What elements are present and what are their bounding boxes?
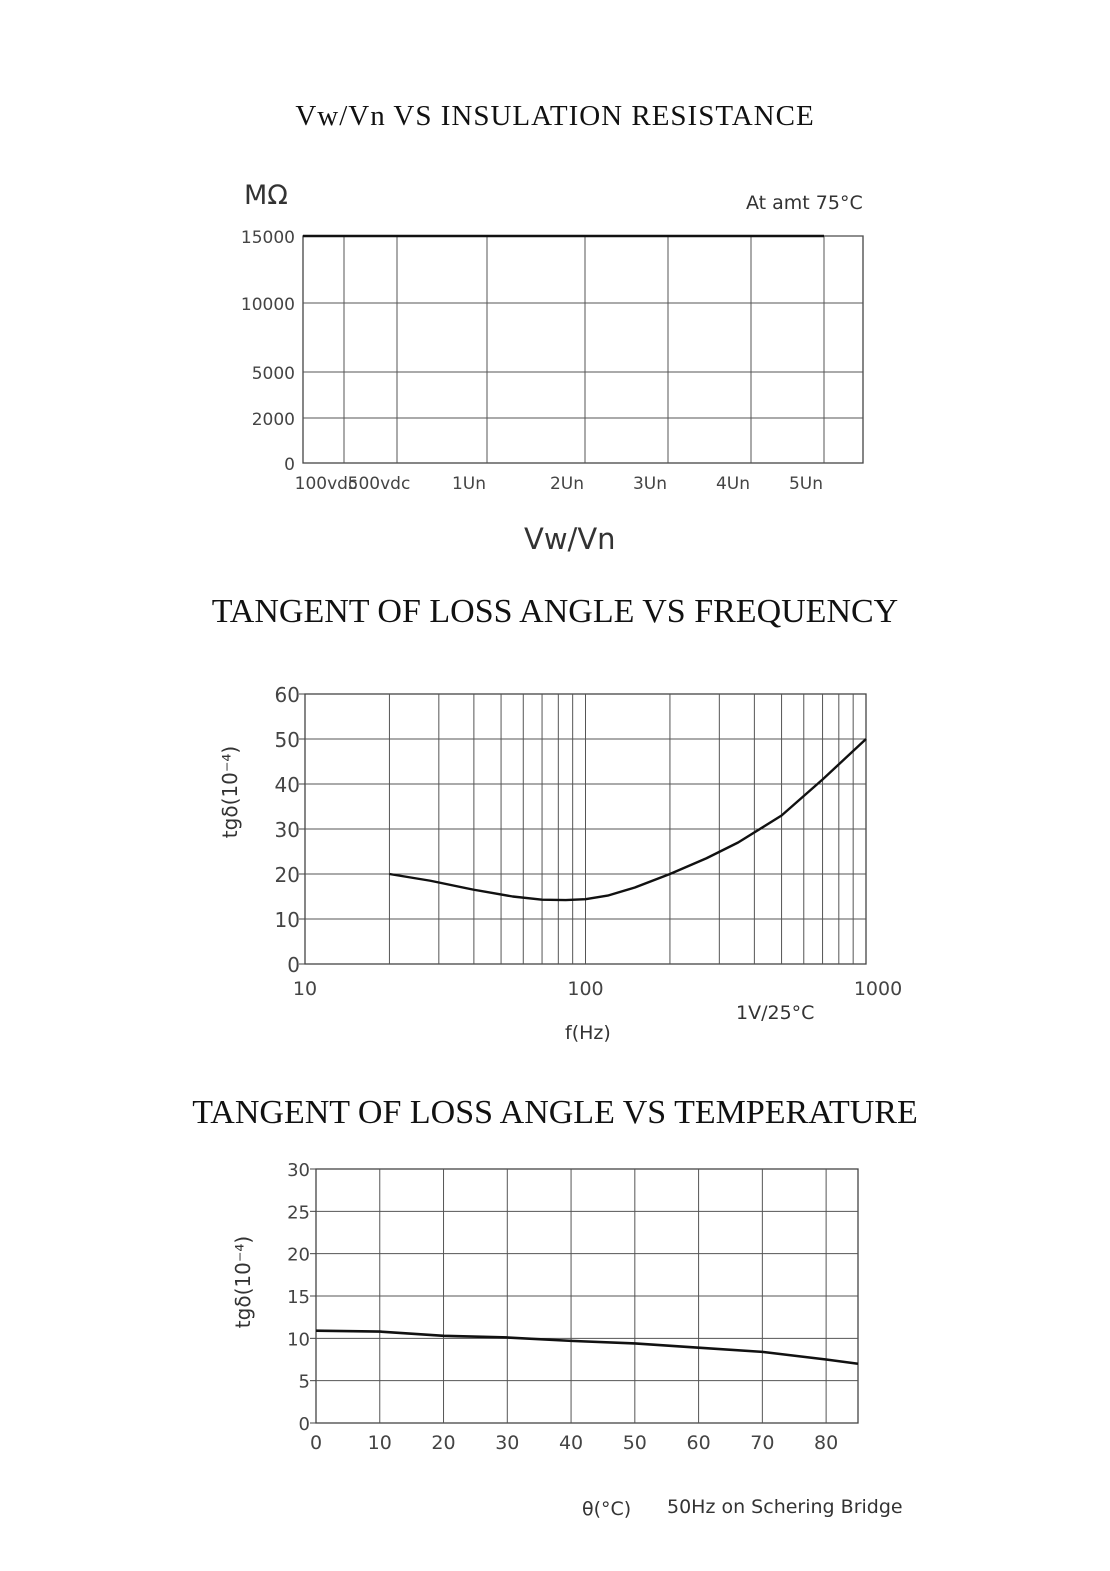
- chart1-annotation: At amt 75°C: [746, 192, 863, 214]
- chart1-x-tick-label: 5Un: [788, 474, 824, 494]
- chart3-annotation: 50Hz on Schering Bridge: [667, 1496, 903, 1518]
- chart1-y-tick-label: 5000: [251, 364, 295, 384]
- chart3-x-tick-label: 10: [367, 1432, 392, 1454]
- chart2-y-axis-title: tgδ(10⁻⁴): [218, 745, 242, 839]
- chart3-y-axis-title: tgδ(10⁻⁴): [231, 1235, 255, 1329]
- chart3-x-tick-label: 60: [686, 1432, 711, 1454]
- chart3-x-tick-label: 0: [309, 1432, 323, 1454]
- chart2-annotation: 1V/25°C: [736, 1002, 815, 1024]
- chart3-title: TANGENT OF LOSS ANGLE VS TEMPERATURE: [192, 1094, 918, 1131]
- chart3-y-tick-label: 25: [287, 1202, 310, 1224]
- chart3-y-tick-label: 30: [287, 1160, 310, 1181]
- chart1-y-tick-label: 2000: [251, 410, 295, 430]
- chart1-y-tick-label: 15000: [240, 228, 295, 248]
- chart1-x-tick-label: 100vdc: [294, 474, 358, 494]
- chart3-y-tick-label: 10: [287, 1329, 310, 1351]
- chart2-x-axis-title: f(Hz): [565, 1022, 611, 1044]
- chart1-y-tick-label: 10000: [240, 295, 295, 315]
- chart1-y-unit: MΩ: [244, 180, 288, 211]
- chart1-title: Vw/Vn VS INSULATION RESISTANCE: [295, 100, 815, 132]
- chart3-y-tick-label: 5: [298, 1371, 310, 1393]
- chart2-title: TANGENT OF LOSS ANGLE VS FREQUENCY: [211, 593, 899, 630]
- chart2-y-tick-label: 20: [274, 863, 300, 887]
- chart3-x-tick-label: 50: [622, 1432, 647, 1454]
- chart1-x-tick-label: 500vdc: [347, 474, 411, 494]
- chart3-x-tick-label: 40: [558, 1432, 584, 1454]
- chart1-x-axis-title: Vw/Vn: [524, 522, 616, 556]
- chart3-x-tick-label: 30: [495, 1432, 520, 1454]
- chart2-series-line: [389, 739, 866, 900]
- chart2-y-tick-label: 0: [287, 953, 300, 977]
- chart1-x-tick-label: 1Un: [451, 474, 487, 494]
- chart3-x-axis-title: θ(°C): [582, 1498, 632, 1520]
- chart2-x-tick-label: 10: [292, 978, 318, 1000]
- chart3-x-tick-label: 80: [814, 1432, 839, 1454]
- chart2-x-tick-label: 1000: [853, 978, 903, 1000]
- chart2-y-tick-label: 10: [274, 908, 300, 932]
- chart3-y-tick-label: 0: [298, 1414, 310, 1435]
- chart2-y-tick-label: 30: [274, 818, 300, 842]
- chart2-y-tick-label: 50: [274, 728, 300, 752]
- chart2-x-tick-label: 100: [567, 978, 604, 1000]
- chart3-x-tick-label: 70: [750, 1432, 775, 1454]
- chart3-x-tick-label: 20: [431, 1432, 456, 1454]
- chart1-y-tick-label: 0: [284, 455, 295, 475]
- chart3-y-tick-label: 20: [287, 1244, 310, 1266]
- chart1-x-tick-label: 2Un: [549, 474, 585, 494]
- chart3-y-tick-label: 15: [287, 1287, 310, 1308]
- chart1-x-tick-label: 3Un: [632, 474, 668, 494]
- chart2-y-tick-label: 40: [274, 773, 300, 797]
- chart1-plot-frame: [303, 236, 863, 463]
- chart3-series-line: [316, 1331, 858, 1364]
- chart1-x-tick-label: 4Un: [715, 474, 751, 494]
- chart2-y-tick-label: 60: [274, 683, 300, 707]
